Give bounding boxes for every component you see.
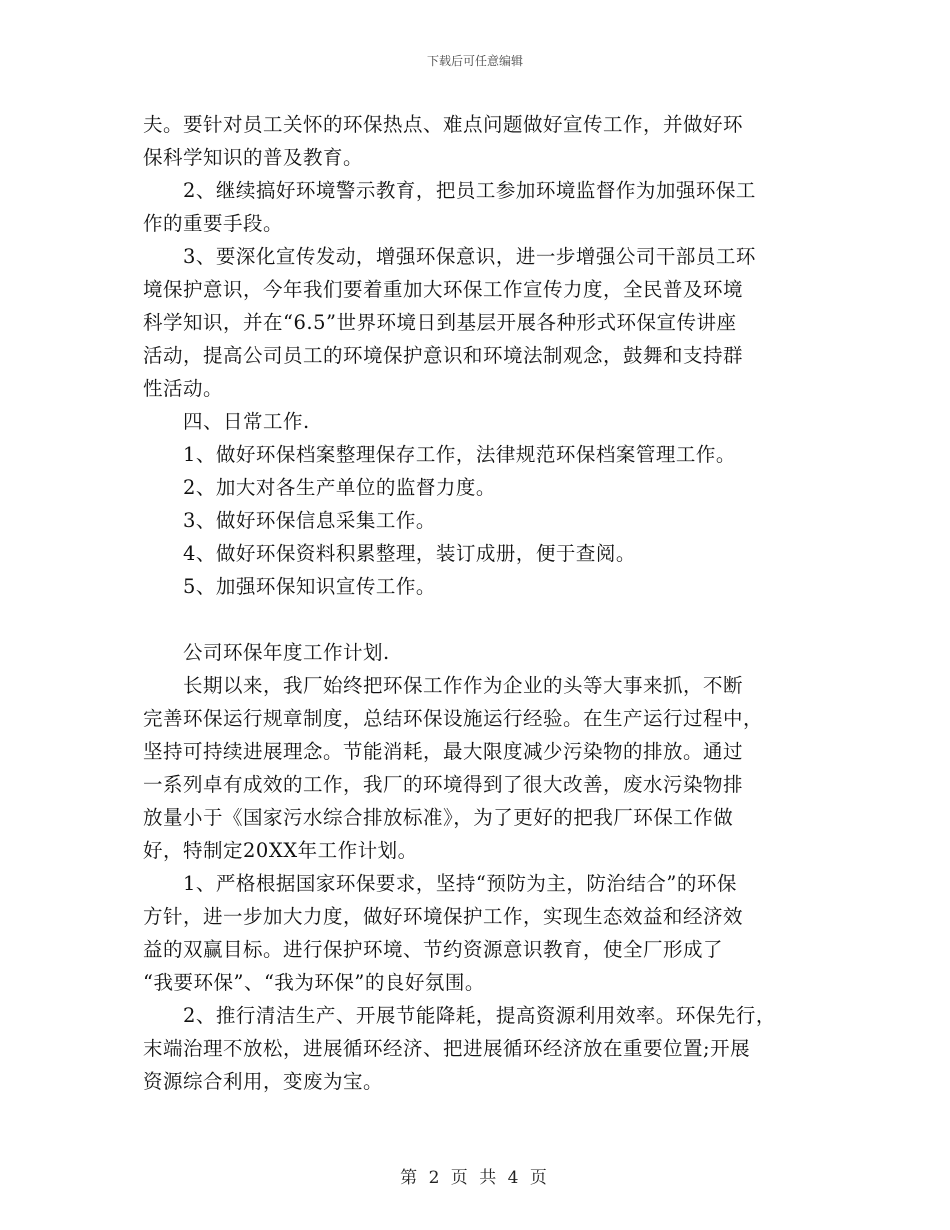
document-title: 公司环保年度工作计划. [183,641,390,664]
text-line: 末端治理不放松，进展循环经济、把进展循环经济放在重要位置;开展 [143,1037,751,1060]
text-line: 夫。要针对员工关怀的环保热点、难点问题做好宣传工作，并做好环 [143,113,744,136]
text-line: 作的重要手段。 [143,212,284,235]
text-line: 活动，提高公司员工的环境保护意识和环境法制观念，鼓舞和支持群 [143,344,744,367]
text-line: 性活动。 [143,377,224,400]
text-line: 长期以来，我厂始终把环保工作作为企业的头等大事来抓，不断 [183,674,744,697]
text-line: 完善环保运行规章制度，总结环保设施运行经验。在生产运行过程中， [143,707,764,730]
list-item: 4、做好环保资料积累整理，装订成册，便于查阅。 [183,542,636,565]
document-body [143,108,813,1098]
list-item: 2、加大对各生产单位的监督力度。 [183,476,496,499]
section-heading: 四、日常工作. [183,410,310,433]
list-item: 3、做好环保信息采集工作。 [183,509,436,532]
text-line: 资源综合利用，变废为宝。 [143,1070,384,1093]
text-line: 2、推行清洁生产、开展节能降耗，提高资源利用效率。环保先行， [183,1004,776,1027]
text-line: “我要环保”、“我为环保”的良好氛围。 [143,971,485,994]
spacer [143,603,813,636]
text-line: 1、严格根据国家环保要求，坚持“预防为主，防治结合”的环保 [183,872,737,895]
page-header: 下载后可任意编辑 [426,54,523,68]
text-line: 坚持可持续进展理念。节能消耗，最大限度减少污染物的排放。通过 [143,740,744,763]
text-line: 方针，进一步加大力度，做好环境保护工作，实现生态效益和经济效 [143,905,744,928]
list-item: 5、加强环保知识宣传工作。 [183,575,436,598]
text-line: 3、要深化宣传发动，增强环保意识，进一步增强公司干部员工环 [183,245,756,268]
text-line: 科学知识，并在“6.5”世界环境日到基层开展各种形式环保宣传讲座 [143,311,737,334]
text-line: 一系列卓有成效的工作，我厂的环境得到了很大改善，废水污染物排 [143,773,744,796]
text-line: 2、继续搞好环境警示教育，把员工参加环境监督作为加强环保工 [183,179,756,202]
text-line: 保科学知识的普及教育。 [143,146,364,169]
page-number: 第 2 页 共 4 页 [400,1168,550,1188]
text-line: 境保护意识，今年我们要着重加大环保工作宣传力度，全民普及环境 [143,278,744,301]
text-line: 好，特制定20XX年工作计划。 [143,839,418,862]
text-line: 放量小于《国家污水综合排放标准》，为了更好的把我厂环保工作做 [143,806,734,829]
list-item: 1、做好环保档案整理保存工作，法律规范环保档案管理工作。 [183,443,736,466]
text-line: 益的双赢目标。进行保护环境、节约资源意识教育，使全厂形成了 [143,938,724,961]
